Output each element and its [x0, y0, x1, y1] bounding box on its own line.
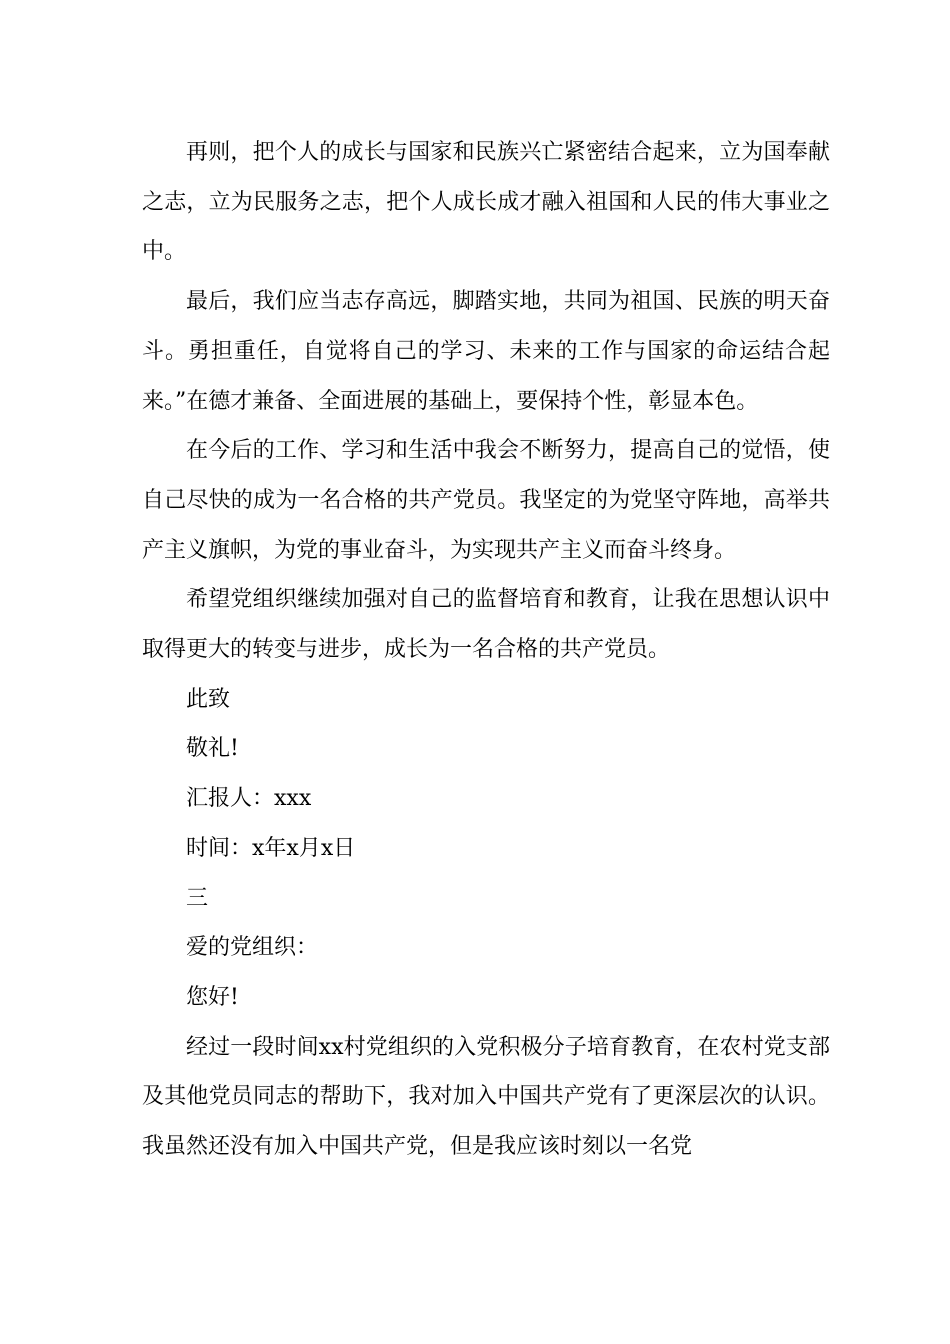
closing-salutation: 此致: [186, 686, 231, 712]
letter-greeting: 您好!: [186, 984, 239, 1010]
report-date: 时间：x年x月x日: [186, 835, 356, 861]
closing-regards: 敬礼!: [186, 736, 239, 762]
paragraph-training-experience: 经过一段时间xx村党组织的入党积极分子培育教育，在农村党支部及其他党员同志的帮助下，我对加入中国共产党有了更深层次的认识。我虽然还没有加入中国共产党，但是我应该时刻以一名党: [142, 1034, 830, 1160]
section-number: 三: [186, 885, 209, 911]
paragraph-aspiration: 最后，我们应当志存高远，脚踏实地，共同为祖国、民族的明天奋斗。勇担重任，自觉将自己的学习、未来的工作与国家的命运结合起来。”在德才兼备、全面进展的基础上，要保持个性，彰显本色。: [142, 289, 830, 414]
paragraph-future-effort: 在今后的工作、学习和生活中我会不断努力，提高自己的觉悟，使自己尽快的成为一名合格的共产党员。我坚定的为党坚守阵地，高举共产主义旗帜，为党的事业奋斗，为实现共产主义而奋斗终身。: [142, 438, 830, 563]
paragraph-personal-growth: 再则，把个人的成长与国家和民族兴亡紧密结合起来，立为国奉献之志，立为民服务之志，把个人成长成才融入祖国和人民的伟大事业之中。: [142, 140, 830, 265]
document-body: [142, 128, 830, 1172]
paragraph-hope: 希望党组织继续加强对自己的监督培育和教育，让我在思想认识中取得更大的转变与进步，成长为一名合格的共产党员。: [142, 587, 830, 663]
reporter-signature: 汇报人：xxx: [186, 786, 312, 812]
letter-addressee: 爱的党组织：: [186, 935, 319, 961]
